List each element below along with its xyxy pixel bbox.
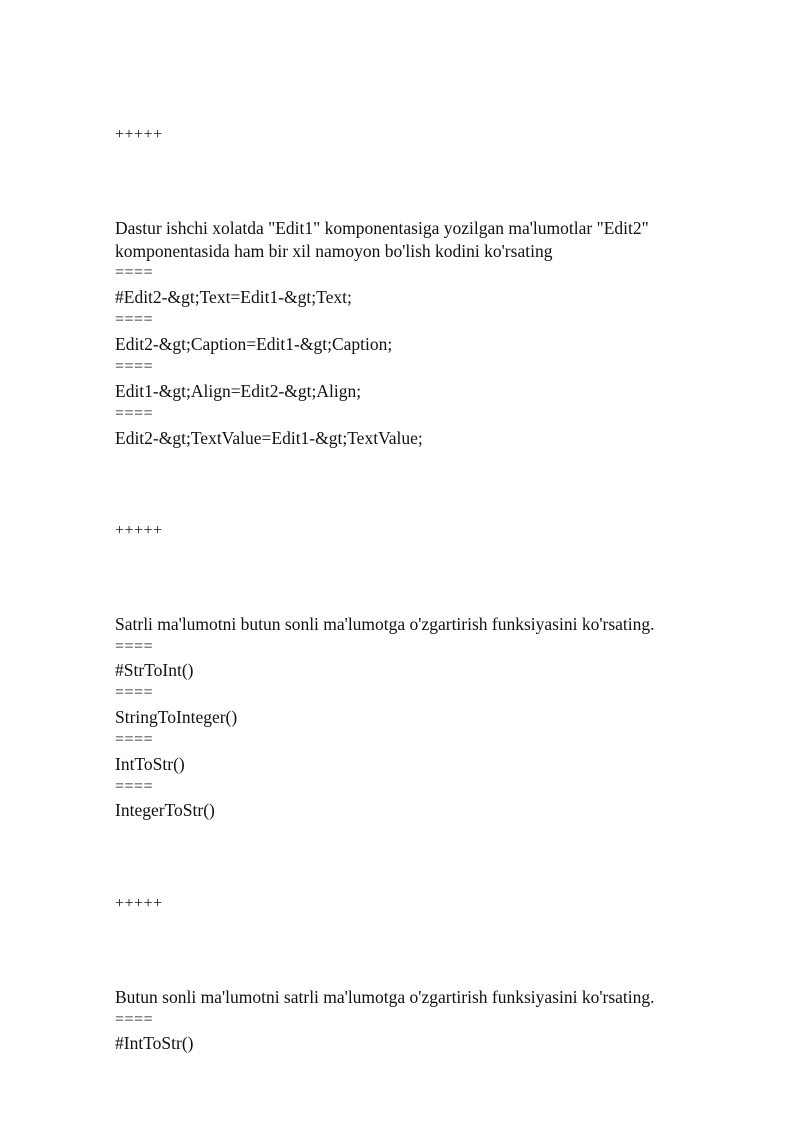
answer-option-correct: #StrToInt() [115, 660, 194, 680]
question-separator-plus: +++++ [115, 895, 163, 912]
answer-separator: ==== [115, 405, 154, 422]
answer-separator: ==== [115, 358, 154, 375]
question-separator-plus: +++++ [115, 522, 163, 539]
answer-option: IntegerToStr() [115, 800, 215, 820]
question-text-line: Satrli ma'lumotni butun sonli ma'lumotga o'zgartirish funksiyasini ko'rsating. [115, 614, 655, 634]
answer-option: Edit2-&gt;TextValue=Edit1-&gt;TextValue; [115, 428, 423, 448]
answer-option: StringToInteger() [115, 707, 238, 727]
answer-separator: ==== [115, 1011, 154, 1028]
answer-separator: ==== [115, 684, 154, 701]
answer-option: Edit1-&gt;Align=Edit2-&gt;Align; [115, 381, 362, 401]
answer-option-correct: #Edit2-&gt;Text=Edit1-&gt;Text; [115, 287, 352, 307]
question-separator-plus: +++++ [115, 126, 163, 143]
answer-separator: ==== [115, 311, 154, 328]
answer-option: Edit2-&gt;Caption=Edit1-&gt;Caption; [115, 334, 393, 354]
answer-separator: ==== [115, 264, 154, 281]
question-text-line: Butun sonli ma'lumotni satrli ma'lumotga o'zgartirish funksiyasini ko'rsating. [115, 987, 655, 1007]
question-text-line: Dastur ishchi xolatda "Edit1" komponentasiga yozilgan ma'lumotlar "Edit2" [115, 218, 649, 238]
answer-separator: ==== [115, 638, 154, 655]
answer-option: IntToStr() [115, 754, 185, 774]
answer-separator: ==== [115, 778, 154, 795]
answer-separator: ==== [115, 731, 154, 748]
question-text-line: komponentasida ham bir xil namoyon bo'lish kodini ko'rsating [115, 241, 553, 261]
answer-option-correct: #IntToStr() [115, 1033, 194, 1053]
